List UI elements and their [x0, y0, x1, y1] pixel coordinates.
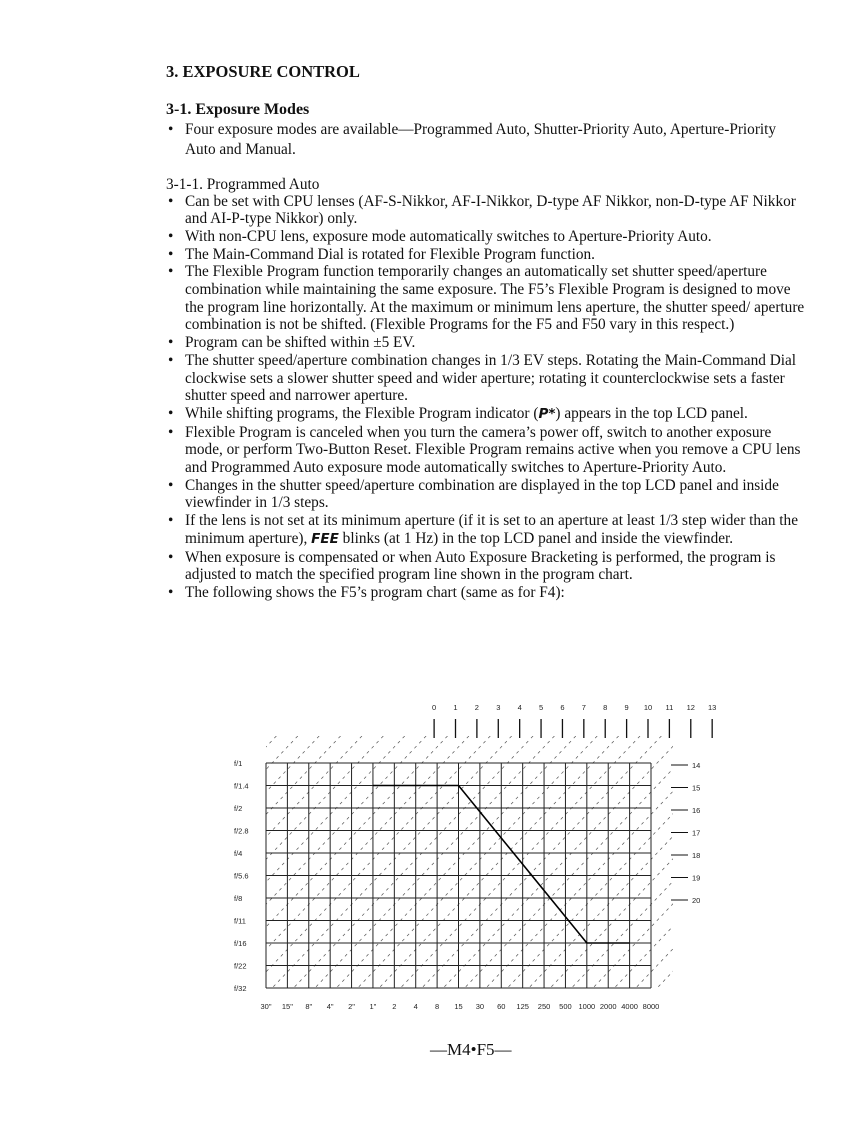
list-item: • The shutter speed/aperture combination changes in 1/3 EV steps. Rotating the Main-Command Dial clockwise sets a slower shutter speed and wider aperture; rotating it counterclockwise sets a faster shutter speed and narrower aperture. — [166, 352, 806, 405]
ev-guide-line — [550, 736, 716, 988]
list-item: • With non-CPU lens, exposure mode automatically switches to Aperture-Priority Auto. — [166, 228, 806, 246]
aperture-label: f/16 — [234, 939, 247, 948]
ev-guide-line — [358, 736, 598, 988]
ev-guide-line — [226, 736, 276, 988]
list-item: • Program can be shifted within ±5 EV. — [166, 334, 806, 352]
list-item: • The Main-Command Dial is rotated for Flexible Program function. — [166, 246, 806, 264]
ev-guide-line — [593, 736, 716, 988]
aperture-label: f/8 — [234, 894, 243, 903]
shutter-label: 15 — [454, 1002, 463, 1011]
ev-guide-line — [226, 736, 255, 988]
list-item: • Can be set with CPU lenses (AF-S-Nikkor, AF-I-Nikkor, D-type AF Nikkor, non-D-type AF Nikkor and AI-P-type Nikkor) only. — [166, 193, 806, 228]
shutter-label: 60 — [497, 1002, 506, 1011]
ev-guide-line — [529, 736, 716, 988]
ev-guide-line — [336, 736, 576, 988]
shutter-label: 8000 — [642, 1002, 660, 1011]
ev-guide-line — [315, 736, 555, 988]
ev-guide-line — [465, 736, 705, 988]
ev-guide-line — [226, 736, 234, 988]
ev-guide-line — [636, 736, 716, 988]
aperture-label: f/11 — [234, 916, 246, 926]
item-text: blinks (at 1 Hz) in the top LCD panel and inside the viewfinder. — [338, 529, 734, 547]
aperture-label: f/1.4 — [234, 781, 249, 791]
ev-guide-line — [226, 736, 383, 988]
shutter-label: 4000 — [621, 1002, 638, 1011]
ev-top-label: 1 — [453, 703, 458, 712]
shutter-label: 125 — [516, 1002, 529, 1011]
shutter-label: 1" — [369, 1002, 377, 1011]
ev-guide-line — [422, 736, 662, 988]
shutter-label: 2000 — [599, 1002, 617, 1011]
shutter-label: 1000 — [578, 1002, 596, 1011]
intro-list — [166, 120, 806, 159]
aperture-label: f/4 — [234, 849, 243, 858]
section-title: 3-1. Exposure Modes — [166, 101, 310, 118]
page-heading: 3. EXPOSURE CONTROL — [166, 62, 360, 81]
shutter-label: 2 — [392, 1002, 397, 1011]
ev-guide-line — [226, 736, 426, 988]
shutter-label: 500 — [559, 1002, 572, 1011]
ev-guide-line — [226, 736, 448, 988]
shutter-label: 8 — [435, 1002, 440, 1011]
subsection-title: 3-1-1. Programmed Auto — [166, 176, 320, 193]
item-text: ) appears in the top LCD panel. — [555, 404, 748, 422]
list-item: • The Flexible Program function temporarily changes an automatically set shutter speed/aperture combination while maintaining the same exposure. The F5’s Flexible Program is designed to move the program line horizontally. At the maximum or minimum lens aperture, the shutter speed/ aperture combination is not be shifted. (Flexible Programs for the F5 and F50 vary in this respect.) — [166, 263, 806, 334]
ev-top-label: 7 — [581, 703, 586, 712]
list-item: • Changes in the shutter speed/aperture combination are displayed in the top LCD panel and inside viewfinder in 1/3 steps. — [166, 477, 806, 512]
ev-top-label: 0 — [432, 703, 437, 712]
shutter-label: 4 — [413, 1002, 418, 1011]
ev-top-label: 5 — [538, 703, 544, 712]
aperture-label: f/5.6 — [234, 871, 249, 881]
shutter-label: 30 — [475, 1002, 485, 1011]
list-item — [166, 405, 806, 424]
ev-guide-line — [443, 736, 683, 988]
ev-guide-line — [272, 736, 512, 988]
shutter-label: 2" — [348, 1002, 355, 1011]
ev-top-label: 6 — [560, 703, 565, 712]
list-item — [166, 512, 806, 548]
ev-guide-line — [226, 736, 405, 988]
ev-right-label: 16 — [692, 806, 701, 815]
item-text: If the lens is not set at its minimum aperture (if it is set to an aperture at least 1/3 step wider than the minimum aperture), — [185, 512, 798, 547]
page-footer: —M4•F5— — [430, 1040, 512, 1059]
ev-guide-line — [226, 736, 362, 988]
ev-guide-line — [226, 736, 341, 988]
ev-right-label: 18 — [692, 851, 701, 860]
item-text: While shifting programs, the Flexible Program indicator ( — [185, 404, 539, 422]
ev-top-label: 8 — [603, 703, 608, 712]
programmed-auto-list — [166, 193, 806, 602]
ev-guide-line — [507, 736, 716, 988]
aperture-label: f/22 — [234, 961, 247, 971]
ev-guide-line — [379, 736, 619, 988]
ev-guide-line — [294, 736, 534, 988]
shutter-label: 30" — [260, 1002, 272, 1011]
ev-right-label: 17 — [692, 828, 701, 838]
flexible-program-indicator-icon: P* — [538, 405, 556, 422]
shutter-label: 8" — [305, 1002, 313, 1011]
list-item: • Four exposure modes are available—Programmed Auto, Shutter-Priority Auto, Aperture-Priority Auto and Manual. — [166, 120, 806, 159]
ev-top-label: 12 — [686, 703, 695, 712]
list-item: • Flexible Program is canceled when you turn the camera’s power off, switch to another exposure mode, or perform Two-Button Reset. Flexible Program remains active when you remove a CPU lens and Programmed Auto exposure mode automatically switches to Aperture-Priority Auto. — [166, 424, 806, 477]
ev-top-label: 4 — [517, 703, 522, 712]
ev-right-label: 20 — [692, 896, 701, 905]
ev-right-label: 14 — [692, 761, 701, 770]
shutter-label: 4" — [326, 1002, 334, 1011]
ev-top-label: 13 — [707, 703, 716, 712]
aperture-label: f/32 — [234, 984, 247, 993]
shutter-label: 15" — [281, 1002, 293, 1011]
ev-top-label: 3 — [496, 703, 501, 712]
ev-guide-line — [657, 736, 716, 988]
ev-right-label: 19 — [692, 873, 701, 883]
list-item: • The following shows the F5’s program chart (same as for F4): — [166, 584, 806, 602]
ev-guide-line — [572, 736, 716, 988]
ev-top-label: 2 — [474, 703, 479, 712]
aperture-label: f/2 — [234, 804, 243, 813]
fee-indicator-icon: FEE — [311, 530, 339, 547]
ev-right-label: 15 — [692, 783, 701, 793]
list-item: • When exposure is compensated or when Auto Exposure Bracketing is performed, the program is adjusted to match the specified program line shown in the program chart. — [166, 549, 806, 584]
program-chart — [226, 698, 716, 1018]
ev-guide-line — [229, 736, 469, 988]
ev-guide-line — [251, 736, 491, 988]
ev-top-label: 10 — [643, 703, 653, 712]
aperture-label: f/1 — [234, 759, 243, 768]
ev-top-label: 11 — [665, 703, 674, 712]
aperture-label: f/2.8 — [234, 826, 249, 836]
ev-top-label: 9 — [624, 703, 629, 712]
shutter-label: 250 — [537, 1002, 551, 1011]
ev-guide-line — [226, 736, 319, 988]
